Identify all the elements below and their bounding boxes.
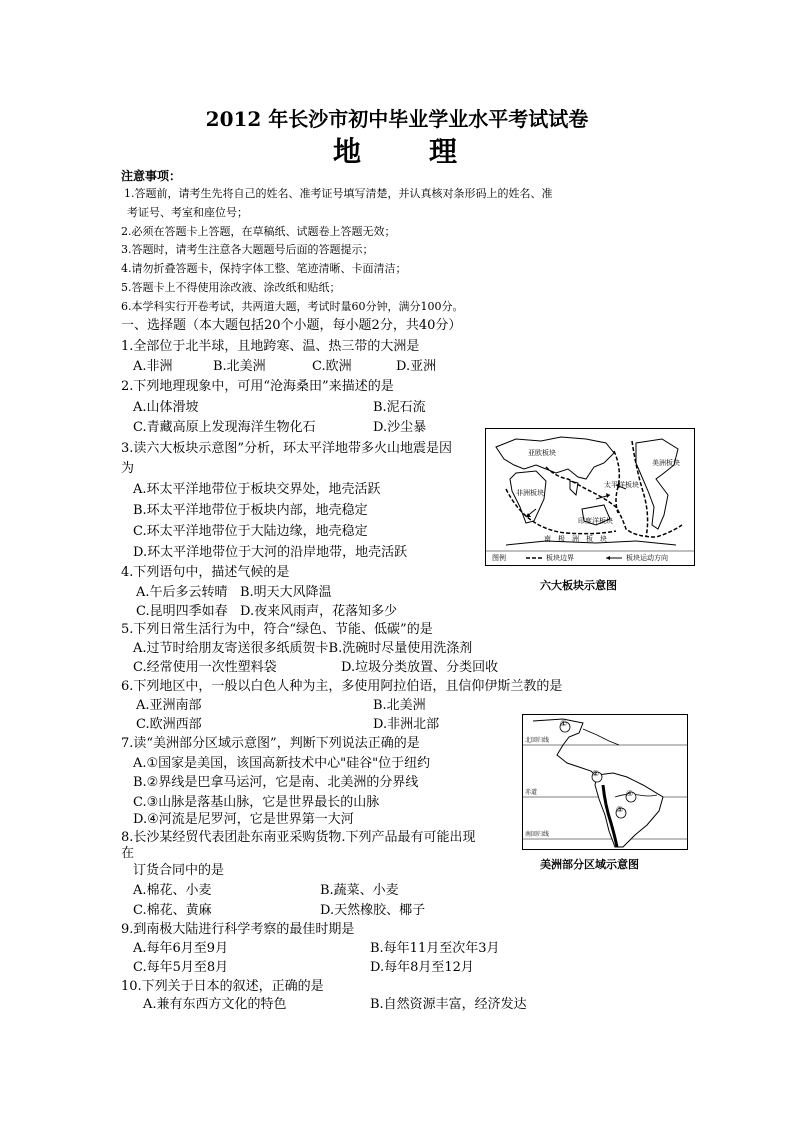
q9-option-c: C.每年5月至8月 bbox=[133, 960, 229, 975]
question-5-stem: 5.下列日常生活行为中，符合“绿色、节能、低碳”的是 bbox=[121, 622, 433, 637]
q4-option-a: A.午后多云转晴 bbox=[136, 585, 228, 600]
q1-option-a: A.非洲 bbox=[133, 359, 173, 374]
plate-label-american: 美洲板块 bbox=[652, 459, 680, 467]
plates-map-graphic bbox=[486, 429, 694, 565]
q10-option-a: A.兼有东西方文化的特色 bbox=[143, 997, 287, 1012]
q3-option-b: B.环太平洋地带位于板块内部，地壳稳定 bbox=[133, 503, 368, 518]
q8-option-c: C.棉花、黄麻 bbox=[133, 903, 212, 918]
q6-option-d: D.非洲北部 bbox=[373, 717, 440, 732]
question-8-stem: 8.长沙某经贸代表团赴东南亚采购货物.下列产品最有可能出现 bbox=[121, 830, 476, 845]
question-1-stem: 1.全部位于北半球，且地跨寒、温、热三带的大洲是 bbox=[121, 339, 420, 354]
plate-label-antarctic: 南 极 洲 板 块 bbox=[544, 535, 607, 543]
plate-label-african: 非洲板块 bbox=[516, 489, 544, 497]
marker-3: ③ bbox=[616, 805, 624, 814]
q5-option-ab: A.过节时给朋友寄送很多纸质贺卡B.洗碗时尽量使用洗涤剂 bbox=[133, 641, 473, 656]
americas-map-caption: 美洲部分区域示意图 bbox=[540, 858, 639, 871]
note-line: 1.答题前，请考生先将自己的姓名、准考证号填写清楚，并认真核对条形码上的姓名、准 bbox=[124, 187, 553, 200]
q5-option-d: D.垃圾分类放置、分类回收 bbox=[341, 660, 499, 675]
q1-option-b: B.北美洲 bbox=[213, 359, 266, 374]
note-line: 考证号、考室和座位号； bbox=[127, 206, 248, 219]
americas-map-graphic bbox=[523, 715, 687, 849]
q6-option-a: A.亚洲南部 bbox=[136, 698, 202, 713]
q1-option-d: D.亚洲 bbox=[396, 359, 437, 374]
q7-option-b: B.②界线是巴拿马运河，它是南、北美洲的分界线 bbox=[133, 775, 419, 790]
q3-option-d: D.环太平洋地带位于大河的沿岸地带，地壳活跃 bbox=[133, 545, 408, 560]
question-7-stem: 7.读“美洲部分区域示意图”，判断下列说法正确的是 bbox=[121, 736, 420, 751]
question-9-stem: 9.到南极大陆进行科学考察的最佳时期是 bbox=[121, 922, 355, 937]
section-heading: 一、选择题（本大题包括20个小题，每小题2分，共40分） bbox=[121, 318, 462, 333]
note-line: 4.请勿折叠答题卡，保持字体工整、笔迹清晰、卡面清洁； bbox=[121, 262, 407, 275]
plate-label-pacific: 太平洋板块 bbox=[604, 481, 639, 489]
q4-option-d: D.夜来风雨声，花落知多少 bbox=[240, 604, 398, 619]
legend-plate-boundary: 板块边界 bbox=[546, 554, 574, 562]
question-3-stem: 3.读六大板块示意图”分析，环太平洋地带多火山地震是因 bbox=[121, 441, 453, 456]
q8-option-b: B.蔬菜、小麦 bbox=[320, 883, 399, 898]
exam-title: 2012 年长沙市初中毕业学业水平考试试卷 bbox=[205, 107, 589, 131]
question-4-stem: 4.下列语句中，描述气候的是 bbox=[121, 565, 290, 580]
label-tropic-capricorn: 南回归线 bbox=[525, 831, 550, 838]
label-equator: 赤道 bbox=[525, 789, 538, 796]
marker-4: ④ bbox=[626, 789, 634, 798]
legend-title: 图例 bbox=[492, 554, 506, 562]
q7-option-c: C.③山脉是落基山脉，它是世界最长的山脉 bbox=[133, 795, 380, 810]
q4-option-b: B.明天大风降温 bbox=[240, 585, 332, 600]
q6-option-b: B.北美洲 bbox=[373, 698, 426, 713]
americas-map-figure bbox=[522, 714, 688, 850]
plates-map-figure bbox=[485, 428, 695, 566]
q6-option-c: C.欧洲西部 bbox=[136, 717, 202, 732]
note-line: 5.答题卡上不得使用涂改液、涂改纸和贴纸； bbox=[121, 281, 341, 294]
q8-option-d: D.天然橡胶、椰子 bbox=[320, 903, 426, 918]
plate-label-indian: 印度洋板块 bbox=[578, 517, 613, 525]
question-10-stem: 10.下列关于日本的叙述，正确的是 bbox=[121, 979, 324, 994]
q9-option-d: D.每年8月至12月 bbox=[370, 960, 474, 975]
q2-option-a: A.山体滑坡 bbox=[133, 400, 199, 415]
q5-option-c: C.经常使用一次性塑料袋 bbox=[133, 660, 277, 675]
question-2-stem: 2.下列地理现象中，可用“沧海桑田”来描述的是 bbox=[121, 379, 394, 394]
marker-2: ② bbox=[592, 769, 600, 778]
q8-option-a: A.棉花、小麦 bbox=[133, 883, 212, 898]
q4-option-c: C.昆明四季如春 bbox=[136, 604, 228, 619]
subject-title: 地 理 bbox=[332, 135, 461, 168]
question-6-stem: 6.下列地区中，一般以白色人种为主，多使用阿拉伯语，且信仰伊斯兰教的是 bbox=[121, 679, 563, 694]
question-3-stem-cont: 为 bbox=[121, 461, 135, 476]
plates-map-caption: 六大板块示意图 bbox=[540, 579, 617, 592]
q10-option-b: B.自然资源丰富，经济发达 bbox=[370, 997, 527, 1012]
plate-label-eurasian: 亚欧板块 bbox=[528, 449, 556, 457]
note-line: 3.答题时，请考生注意各大题题号后面的答题提示； bbox=[121, 243, 374, 256]
note-line: 6.本学科实行开卷考试，共两道大题，考试时量60分钟，满分100分。 bbox=[121, 300, 464, 313]
q2-option-b: B.泥石流 bbox=[373, 400, 426, 415]
label-tropic-cancer: 北回归线 bbox=[525, 737, 550, 744]
q1-option-c: C.欧洲 bbox=[312, 359, 352, 374]
question-8-stem-cont2: 订货合同中的是 bbox=[133, 863, 225, 878]
q3-option-a: A.环太平洋地带位于板块交界处，地壳活跃 bbox=[133, 482, 381, 497]
q2-option-d: D.沙尘暴 bbox=[373, 420, 427, 435]
note-line: 2.必须在答题卡上答题，在草稿纸、试题卷上答题无效； bbox=[121, 225, 396, 238]
q7-option-a: A.①国家是美国，该国高新技术中心"硅谷"位于纽约 bbox=[133, 756, 431, 771]
q9-option-b: B.每年11月至次年3月 bbox=[370, 941, 500, 956]
marker-1: ① bbox=[560, 719, 568, 728]
question-8-stem-cont: 在 bbox=[121, 846, 135, 861]
notes-heading: 注意事项： bbox=[121, 169, 182, 183]
q3-option-c: C.环太平洋地带位于大陆边缘，地壳稳定 bbox=[133, 524, 368, 539]
q7-option-d: D.④河流是尼罗河，它是世界第一大河 bbox=[133, 812, 354, 827]
q2-option-c: C.青藏高原上发现海洋生物化石 bbox=[133, 420, 316, 435]
legend-plate-motion: 板块运动方向 bbox=[626, 554, 668, 562]
q9-option-a: A.每年6月至9月 bbox=[133, 941, 229, 956]
